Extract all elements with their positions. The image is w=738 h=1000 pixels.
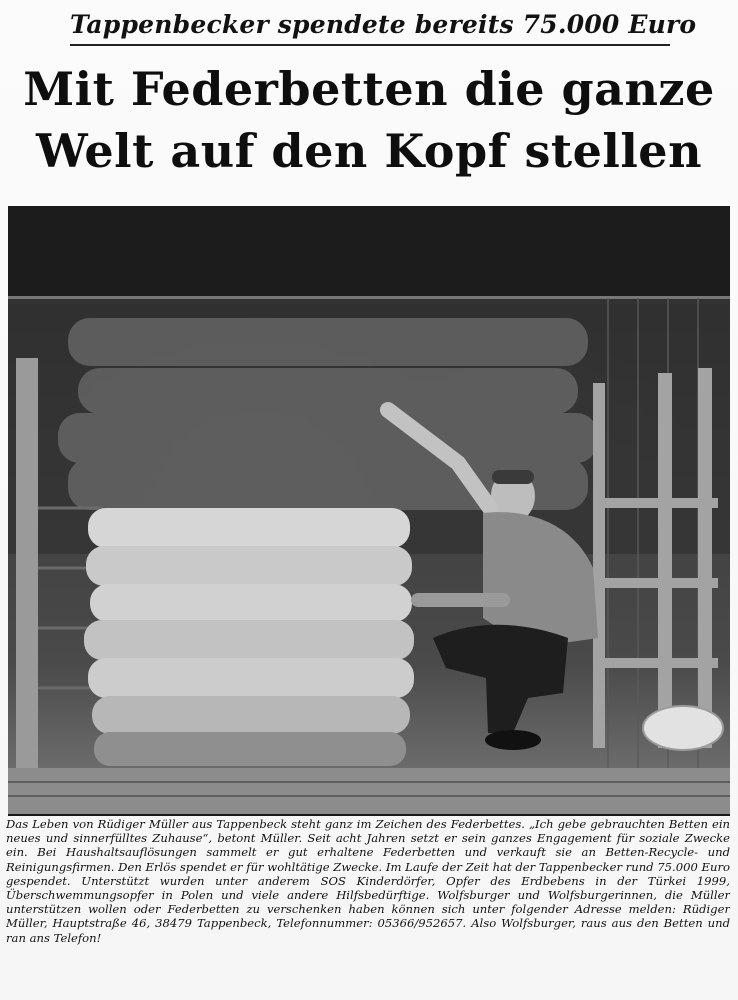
photo-illustration [8,208,730,814]
article-photo [8,206,730,816]
photo-caption: Das Leben von Rüdiger Müller aus Tappenbeck steht ganz im Zeichen des Federbettes. „Ich gebe gebrauchten Betten ein neues und sinnerfülltes Zuhause“, betont Müller. Seit acht Jahren setzt er sein ganzes Engagement für soziale Zwecke ein. Bei Haushaltsauflösungen sammelt er gut erhaltene Federbetten und verkauft sie an Betten-Recycle- und Reinigungsfirmen. Den Erlös spendet er für wohltätige Zwecke. Im Laufe der Zeit hat der Tappenbecker rund 75.000 Euro gespendet. Unterstützt wurden unter anderem SOS Kinderdörfer, Opfer des Erdbebens in der Türkei 1999, Überschwemmungsopfer in Polen und viele andere Hilfsbedürftige. Wolfsburger und Wolfsburgerinnen, die Müller unterstützen wollen oder Federbetten zu verschenken haben können sich unter folgender Adresse melden: Rüdiger Müller, Hauptstraße 46, 38479 Tappenbeck, Telefonnummer: 05366/952657. Also Wolfsburger, raus aus den Betten und ran ans Telefon! [6,817,730,945]
kicker-rule [70,44,670,46]
floor [8,768,730,814]
main-headline [10,58,728,198]
left-shelf [16,358,38,778]
headline-line-2: Welt auf den Kopf stellen [35,124,703,178]
headline-line-1: Mit Federbetten die ganze [23,62,715,116]
feather-bed-stack [84,508,414,766]
kicker-headline: Tappenbecker spendete bereits 75.000 Euro [70,10,697,39]
bowl [643,706,723,750]
